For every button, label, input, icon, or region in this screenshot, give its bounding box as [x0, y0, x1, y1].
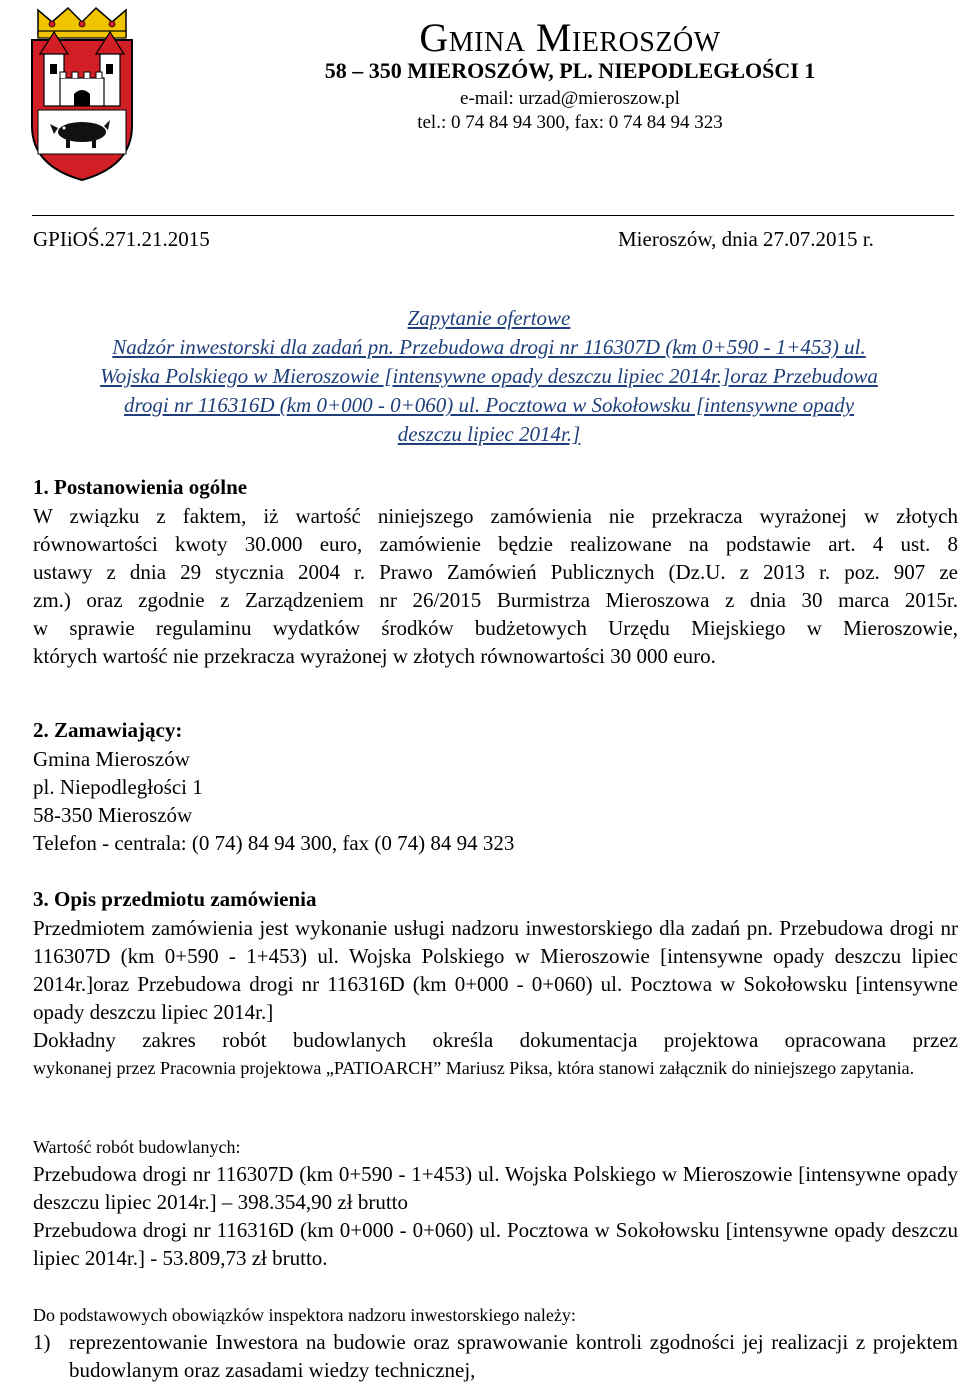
municipality-phone: tel.: 0 74 84 94 300, fax: 0 74 84 94 323	[417, 112, 723, 133]
works-value-2: Przebudowa drogi nr 116316D (km 0+000 - 0+060) ul. Pocztowa w Sokołowsku [intensywne opady deszczu lipiec 2014r.] - 53.809,73 zł brutto.	[33, 1218, 958, 1270]
list-item	[33, 1328, 958, 1384]
subject-line: drogi nr 116316D (km 0+000 - 0+060) ul. Pocztowa w Sokołowsku [intensywne opady	[123, 393, 855, 417]
buyer-name: Gmina Mieroszów	[33, 747, 190, 771]
list-item-text: reprezentowanie Inwestora na budowie oraz sprawowanie kontroli zgodności jej realizacji z projektem budowlanym oraz zasadami wiedzy technicznej,	[69, 1330, 958, 1382]
section-1-line: W związku z faktem, iż wartość niniejszego zamówienia nie przekracza wyrażonej w złotych	[33, 504, 958, 528]
paragraph-line: Dokładny zakres robót budowlanych określa dokumentacja projektowa opracowana przez	[33, 1028, 958, 1052]
section-1-body	[33, 502, 958, 670]
section-3-heading: 3. Opis przedmiotu zamówienia	[33, 887, 317, 911]
works-value-label: Wartość robót budowlanych:	[33, 1137, 241, 1157]
section-3-paragraph-2b: wykonanej przez Pracownia projektowa „PATIOARCH” Mariusz Piksa, która stanowi załącznik do niniejszego zapytania.	[33, 1058, 915, 1078]
section-2-body	[33, 745, 958, 857]
municipality-address: 58 – 350 MIEROSZÓW, PL. NIEPODLEGŁOŚCI 1	[324, 58, 816, 83]
reference-number: GPIiOŚ.271.21.2015	[33, 227, 210, 251]
section-3-paragraph-2	[33, 1026, 958, 1054]
section-2-heading: 2. Zamawiający:	[33, 718, 183, 742]
duties-list	[33, 1328, 958, 1384]
section-1-heading: 1. Postanowienia ogólne	[33, 475, 248, 499]
subject-line: Nadzór inwestorski dla zadań pn. Przebudowa drogi nr 116307D (km 0+590 - 1+453) ul.	[112, 335, 866, 359]
header-divider	[32, 215, 954, 216]
list-item-number: 1)	[33, 1330, 51, 1354]
section-3-paragraph-1: Przedmiotem zamówienia jest wykonanie usługi nadzoru inwestorskiego dla zadań pn. Przebudowa drogi nr 116307D (km 0+590 - 1+453) ul. Wojska Polskiego w Mieroszowie [intensywne opady deszczu lipiec 2014r.]oraz Przebudowa drogi nr 116316D (km 0+000 - 0+060) ul. Pocztowa w Sokołowsku [intensywne opady deszczu lipiec 2014r.]	[33, 916, 958, 1024]
buyer-city: 58-350 Mieroszów	[33, 803, 193, 827]
duties-label: Do podstawowych obowiązków inspektora nadzoru inwestorskiego należy:	[33, 1305, 576, 1325]
section-1-line: równowartości kwoty 30.000 euro, zamówienie będzie realizowane na podstawie art. 4 ust. 8	[33, 532, 958, 556]
section-1-line: zm.) oraz zgodnie z Zarządzeniem nr 26/2015 Burmistrza Mieroszowa z dnia 30 marca 2015r.	[33, 588, 958, 612]
municipality-title: Gmina Mieroszów	[419, 15, 721, 60]
document-date: Mieroszów, dnia 27.07.2015 r.	[618, 227, 874, 251]
coat-of-arms-logo	[30, 6, 134, 182]
subject-line: deszczu lipiec 2014r.]	[397, 422, 581, 446]
works-value-1: Przebudowa drogi nr 116307D (km 0+590 - 1+453) ul. Wojska Polskiego w Mieroszowie [intensywne opady deszczu lipiec 2014r.] – 398.354,90 zł brutto	[33, 1162, 958, 1214]
section-1-line: których wartość nie przekracza wyrażonej w złotych równowartości 30 000 euro.	[33, 644, 716, 668]
subject-line: Wojska Polskiego w Mieroszowie [intensywne opady deszczu lipiec 2014r.]oraz Przebudowa	[100, 364, 878, 388]
subject-title: Zapytanie ofertowe	[407, 306, 571, 330]
buyer-street: pl. Niepodległości 1	[33, 775, 203, 799]
buyer-phone: Telefon - centrala: (0 74) 84 94 300, fax (0 74) 84 94 323	[33, 831, 515, 855]
subject-block	[40, 304, 938, 449]
municipality-email: e-mail: urzad@mieroszow.pl	[460, 88, 680, 109]
section-1-line: ustawy z dnia 29 stycznia 2004 r. Prawo Zamówień Publicznych (Dz.U. z 2013 r. poz. 907 ze	[33, 560, 958, 584]
section-1-line: w sprawie regulaminu wydatków środków budżetowych Urzędu Miejskiego w Mieroszowie,	[33, 616, 958, 640]
